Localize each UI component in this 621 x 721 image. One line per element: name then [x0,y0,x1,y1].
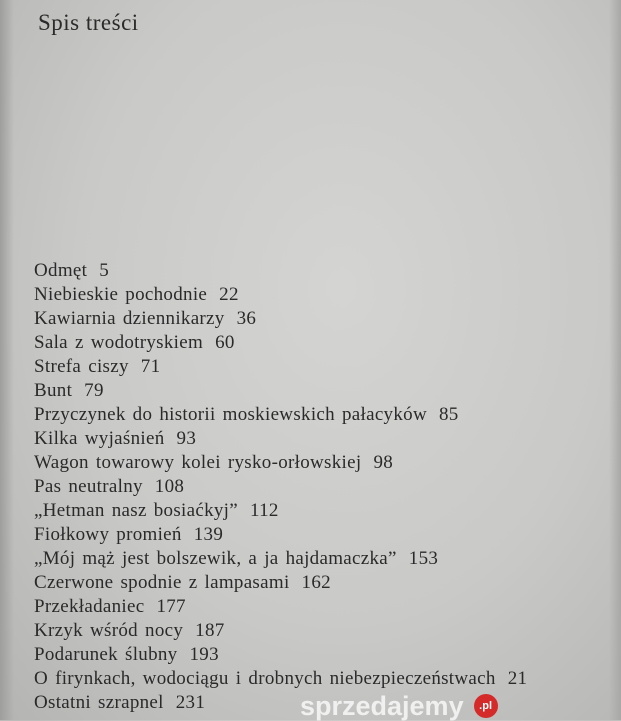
toc-entry-title: Strefa ciszy [34,356,129,377]
toc-entry-page: 112 [250,500,279,521]
toc-entry [34,523,527,547]
toc-entry [34,283,527,307]
toc-entry-title: O firynkach, wodociągu i drobnych niebezpieczeństwach [34,668,496,689]
toc-entry [34,499,527,523]
toc-entry-page: 231 [175,692,206,713]
toc-entry [34,619,527,643]
toc-entry-title: Podarunek ślubny [34,644,178,665]
toc-entry-title: Krzyk wśród nocy [34,620,184,641]
toc-entry-title: Fiołkowy promień [34,524,182,545]
watermark-badge: .pl [474,694,498,718]
toc-entry-page: 22 [219,284,239,305]
toc-entry-title: Wagon towarowy kolei rysko-orłowskiej [34,452,362,473]
toc-entry-page: 5 [99,260,110,281]
toc-entry [34,403,527,427]
toc-entry-page: 79 [84,380,104,401]
toc-entry [34,307,527,331]
toc-entry [34,571,527,595]
toc-entry-page: 139 [193,524,224,545]
toc-entry-title: Niebieskie pochodnie [34,284,208,305]
toc-entry-page: 108 [154,476,185,497]
toc-entry-title: Przekładaniec [34,596,145,617]
watermark-logo: sprzedajemy [300,691,464,721]
toc-entry-page: 36 [236,308,257,329]
toc-entry-page: 162 [301,572,331,593]
toc-entry-title: Ostatni szrapnel [34,692,164,713]
toc-entry [34,595,527,619]
toc-entry-page: 21 [507,668,528,689]
toc-entry-page: 193 [189,644,219,665]
toc-entry [34,355,527,379]
toc-entry-page: 71 [140,356,161,377]
toc-entry [34,331,527,355]
toc-entry [34,379,527,403]
table-of-contents [34,259,527,715]
toc-entry-title: Bunt [34,380,73,401]
toc-entry-title: „Mój mąż jest bolszewik, a ja hajdamaczka” [34,548,397,569]
toc-entry-title: Kawiarnia dziennikarzy [34,308,225,329]
page-title: Spis treści [38,10,139,35]
toc-entry-page: 153 [408,548,439,569]
toc-entry [34,475,527,499]
toc-entry-page: 85 [438,404,459,425]
toc-entry [34,259,527,283]
toc-entry-title: Przyczynek do historii moskiewskich pałacyków [34,404,427,425]
page-edge-shadow [609,0,621,720]
toc-entry-page: 177 [156,596,186,617]
toc-entry [34,427,527,451]
toc-entry-title: Pas neutralny [34,476,143,497]
toc-entry-page: 187 [195,620,225,641]
page-edge-shadow [0,0,14,720]
toc-entry-title: Sala z wodotryskiem [34,332,204,353]
toc-entry [34,667,527,691]
toc-entry-title: Kilka wyjaśnień [34,428,165,449]
toc-entry-page: 98 [373,452,394,473]
toc-entry-title: Odmęt [34,260,88,281]
toc-entry [34,451,527,475]
toc-entry [34,643,527,667]
toc-entry-page: 93 [176,428,197,449]
watermark [300,693,498,719]
toc-entry-title: Czerwone spodnie z lampasami [34,572,290,593]
toc-entry-page: 60 [215,332,235,353]
toc-entry-title: „Hetman nasz bosiaćkyj” [34,500,238,521]
toc-entry [34,547,527,571]
